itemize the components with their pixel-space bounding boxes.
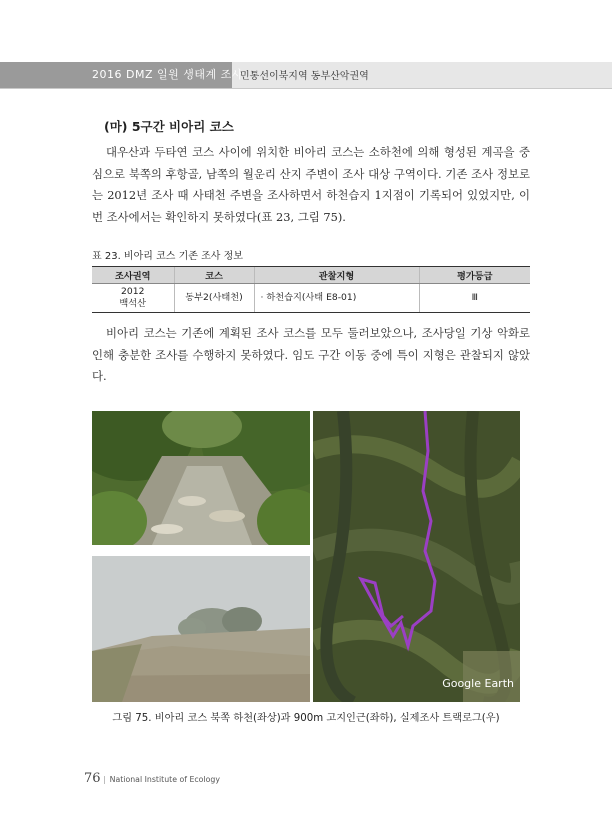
column-header-region: 조사권역	[92, 267, 174, 284]
table-caption: 표 23. 비아리 코스 기존 조사 정보	[92, 251, 243, 262]
body-paragraph-1: 대우산과 두타연 코스 사이에 위치한 비아리 코스는 소하천에 의해 형성된 계곡을 중심으로 북쪽의 후항골, 남쪽의 월운리 산지 주변이 조사 대상 구역이다. 기존 조사 정보로는 2012년 조사 때 사태천 주변을 조사하면서 하천습지 1지점이 기록되어 있었지만, 이번 조사에서는 확인하지 못하였다(표 23, 그림 75).	[92, 145, 530, 224]
table-header-row	[92, 267, 530, 284]
survey-info-table	[92, 266, 530, 313]
header-title: 2016 DMZ 일원 생태계 조사	[92, 68, 243, 81]
body-paragraph-2: 비아리 코스는 기존에 계획된 조사 코스를 모두 둘러보았으나, 조사당일 기상 악화로 인해 충분한 조사를 수행하지 못하였다. 임도 구간 이동 중에 특이 지형은 관찰되지 않았다.	[92, 326, 530, 383]
header-divider	[0, 88, 612, 89]
track-log-map	[313, 411, 520, 702]
column-header-landform: 관찰지형	[254, 267, 419, 284]
cell-region-name: 백석산	[119, 298, 147, 309]
footer-institute	[103, 775, 220, 784]
footer-institute-name: National Institute of Ecology	[109, 775, 220, 784]
cell-landform: · 하천습지(사태 E8-01)	[254, 284, 419, 313]
cell-region-year: 2012	[121, 286, 145, 297]
fog-summit-photo	[92, 556, 310, 702]
figure-caption: 그림 75. 비아리 코스 북쪽 하천(좌상)과 900m 고지인근(좌하), 실제조사 트랙로그(우)	[112, 713, 500, 724]
cell-course: 동부2(사태천)	[174, 284, 254, 313]
table-row	[92, 284, 530, 313]
header-subtitle: 민통선이북지역 동부산악권역	[240, 71, 369, 82]
satellite-map-illustration	[313, 411, 520, 702]
footer-separator: |	[103, 775, 106, 784]
page-number: 76	[84, 771, 101, 786]
stream-photo	[92, 411, 310, 545]
cell-region	[92, 284, 174, 313]
column-header-course: 코스	[174, 267, 254, 284]
column-header-grade: 평가등급	[419, 267, 530, 284]
section-heading: (마) 5구간 비아리 코스	[104, 119, 234, 134]
google-earth-logo: Google Earth	[442, 677, 514, 690]
stream-photo-illustration	[92, 411, 310, 545]
cell-grade: Ⅲ	[419, 284, 530, 313]
fog-photo-illustration	[92, 556, 310, 702]
